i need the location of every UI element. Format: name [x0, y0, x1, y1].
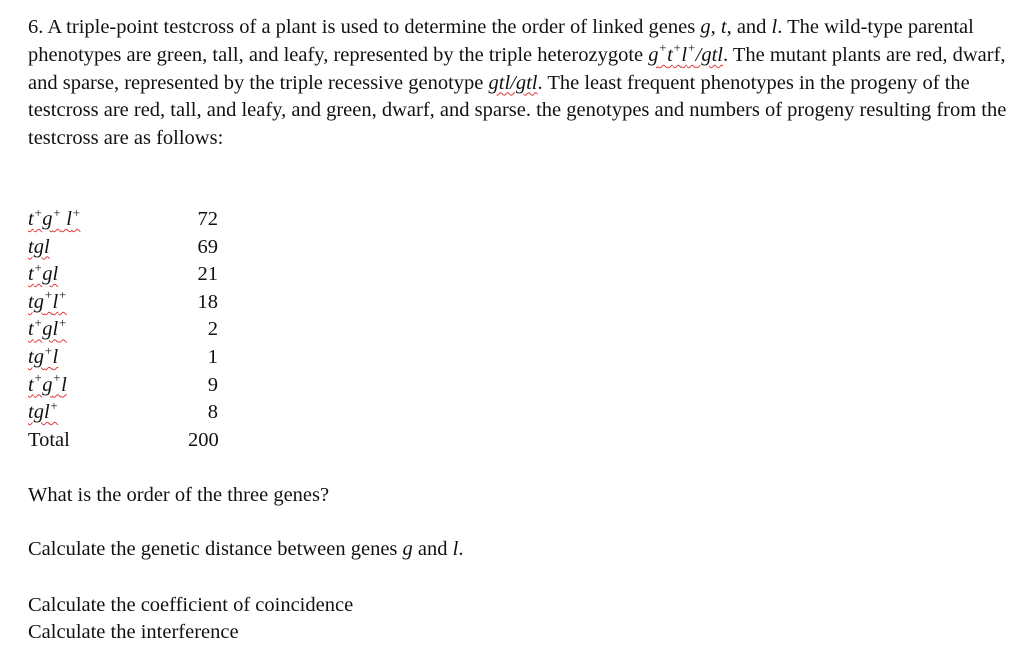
table-row	[28, 344, 248, 372]
table-row	[28, 399, 248, 427]
count-cell: 69	[197, 235, 218, 258]
genotype-cell: t+gl	[28, 260, 59, 286]
table-row	[28, 261, 248, 289]
genotype-cell: tgl+	[28, 398, 59, 424]
problem-paragraph: 6. A triple-point testcross of a plant is used to determine the order of linked genes g, t, and l. The wild-type parental phenotypes are green, tall, and leafy, represented by the triple heterozygote g+t+l+/gtl. The mutant plants are red, dwarf, and sparse, represented by the triple recessive genotype gtl/gtl. The least frequent phenotypes in the progeny of the testcross are red, tall, and leafy, and green, dwarf, and sparse. the genotypes and numbers of progeny resulting from the testcross are as follows:	[28, 16, 1007, 150]
count-cell: 1	[207, 345, 218, 368]
progeny-table	[28, 206, 248, 454]
genotype-cell: t+g+l	[28, 371, 67, 396]
count-cell: 8	[207, 401, 218, 424]
problem-statement	[28, 14, 1008, 153]
genotype-cell: t+gl+	[28, 315, 67, 341]
genotype-cell: tgl	[28, 235, 50, 258]
genotype-cell: tg+l+	[28, 288, 67, 313]
count-cell: 21	[197, 263, 218, 286]
question-coincidence: Calculate the coefficient of coincidence	[28, 594, 354, 616]
table-row	[28, 206, 248, 234]
count-cell: 18	[197, 290, 218, 313]
question-gene-order: What is the order of the three genes?	[28, 484, 330, 506]
genotype-cell: t+g+ l+	[28, 205, 81, 230]
question-interference: Calculate the interference	[28, 621, 239, 643]
table-row	[28, 289, 248, 317]
table-row	[28, 316, 248, 344]
count-cell: 2	[207, 318, 218, 341]
count-cell: 72	[197, 208, 218, 230]
question-genetic-distance: Calculate the genetic distance between genes g and l.	[28, 538, 464, 560]
recessive-genotype: gtl/gtl	[488, 71, 538, 94]
genotype-cell: tg+l	[28, 343, 59, 368]
heterozygote-genotype: g+t+l+/gtl	[648, 41, 723, 66]
problem-number: 6.	[28, 16, 44, 38]
table-row	[28, 234, 248, 262]
total-count: 200	[188, 428, 219, 451]
table-total-row	[28, 427, 248, 455]
total-label: Total	[28, 428, 70, 451]
count-cell: 9	[207, 373, 218, 396]
table-row	[28, 372, 248, 400]
